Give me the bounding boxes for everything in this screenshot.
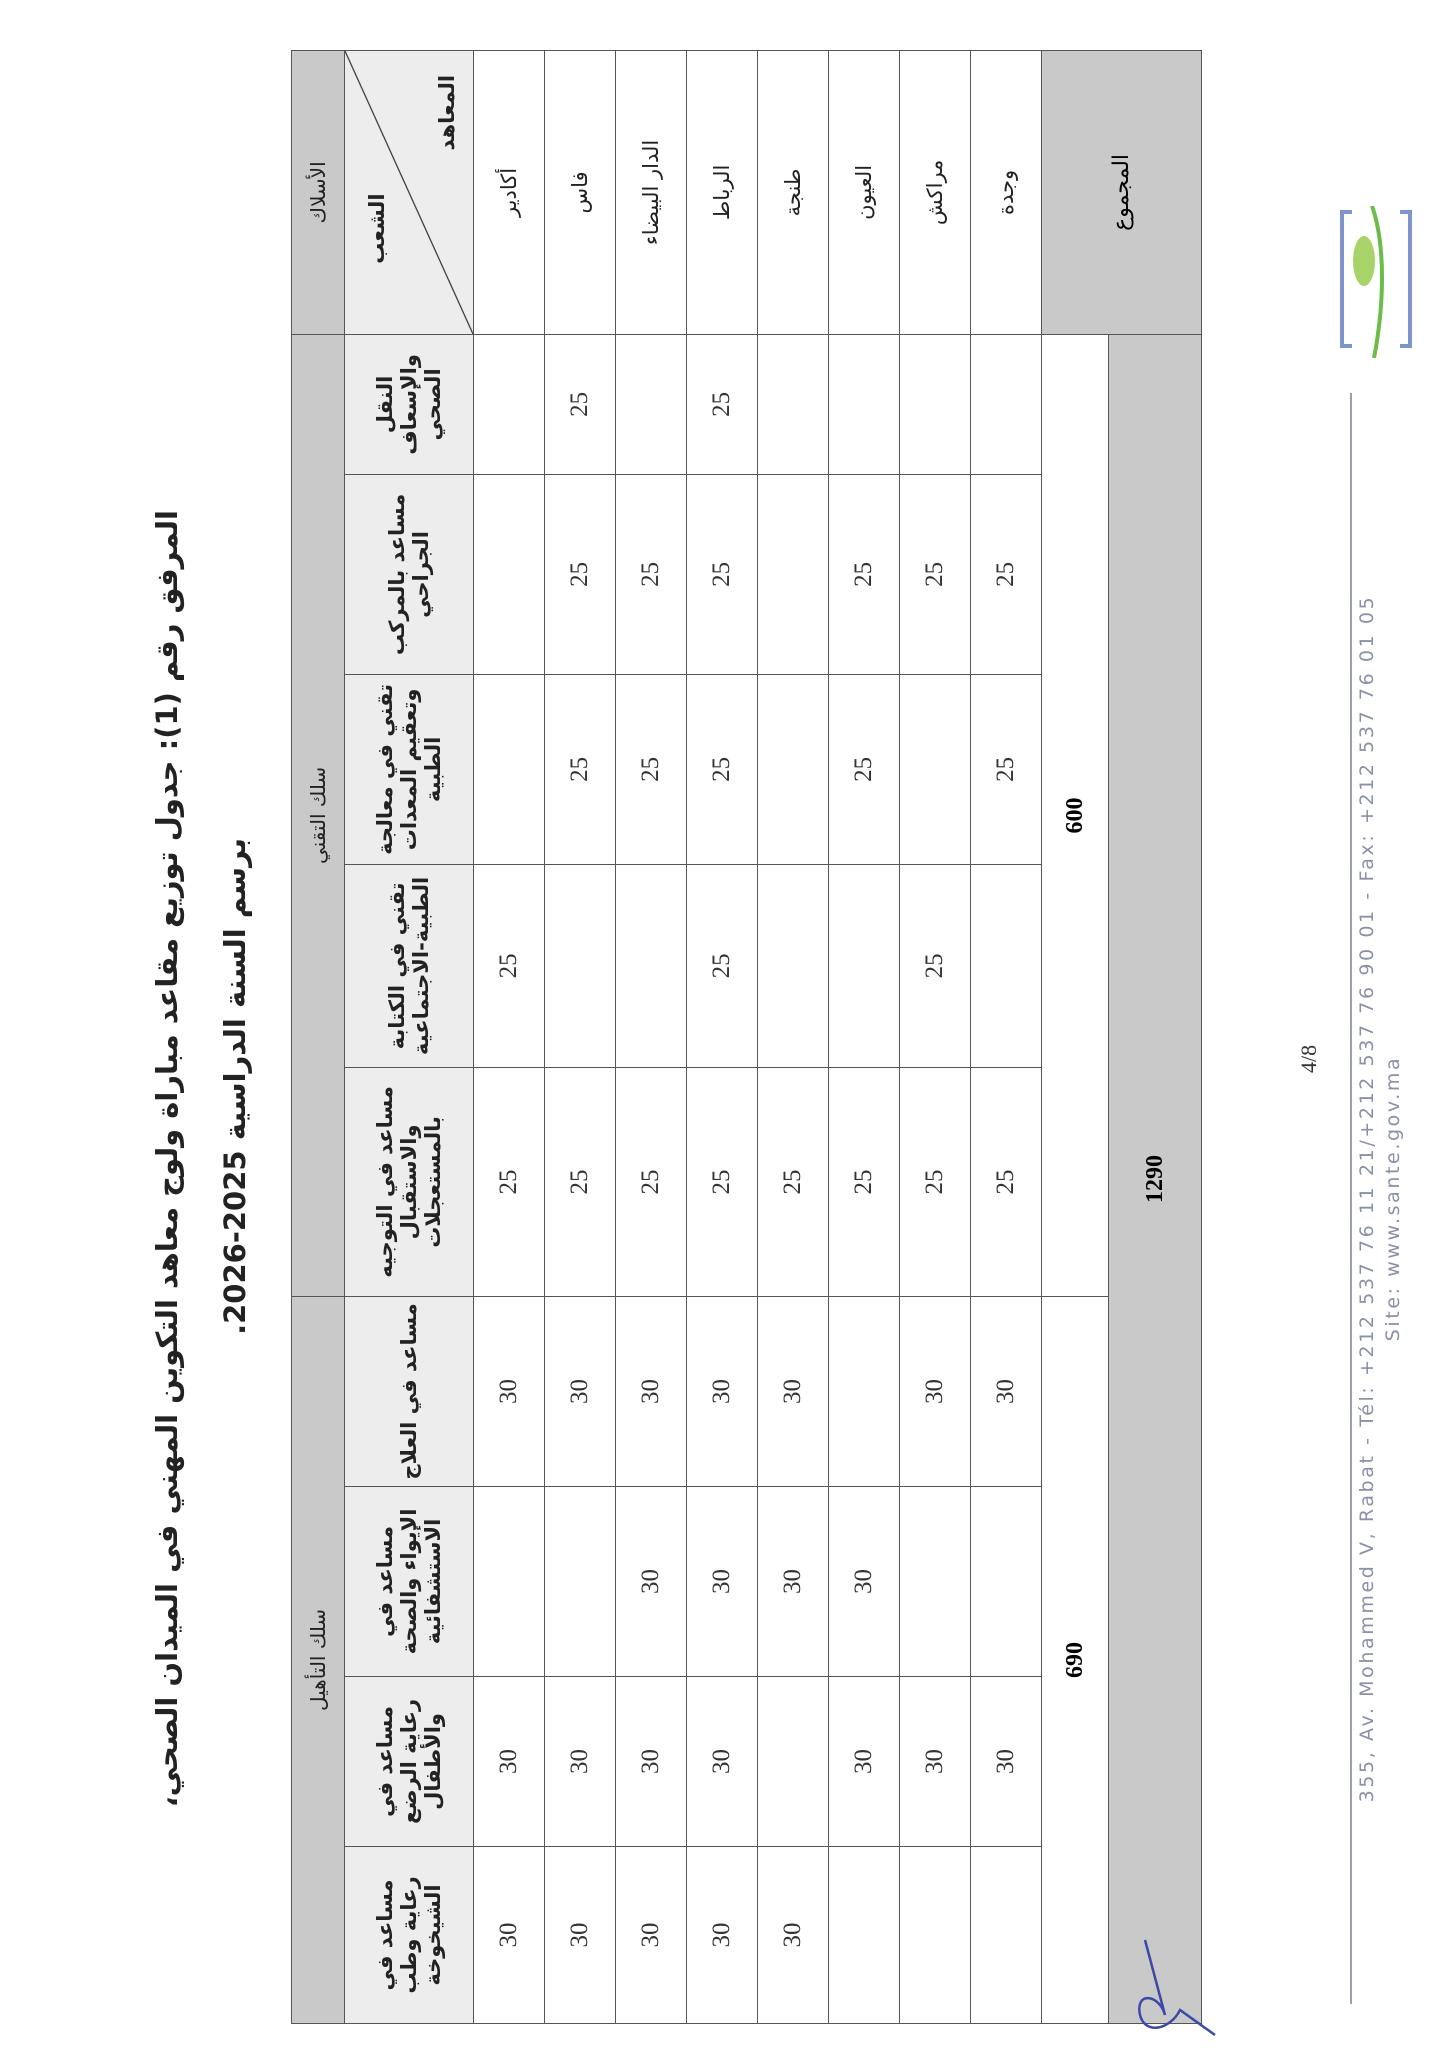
signature-icon	[1125, 1935, 1225, 2045]
institute-name: الرباط	[687, 50, 758, 334]
institute-name: طنجة	[758, 50, 829, 334]
seat-count-cell	[971, 1846, 1042, 2023]
seat-count-cell: 30	[758, 1486, 829, 1676]
seat-count-cell: 25	[687, 674, 758, 864]
seat-count-cell: 30	[829, 1676, 900, 1846]
seat-count-cell: 30	[545, 1296, 616, 1486]
seat-count-cell	[900, 334, 971, 474]
institute-name: مراكش	[900, 50, 971, 334]
seat-count-cell	[474, 334, 545, 474]
seat-count-cell: 25	[616, 474, 687, 674]
seat-count-cell	[758, 1676, 829, 1846]
table-row	[474, 50, 545, 2023]
seat-count-cell	[758, 474, 829, 674]
group-technician: سلك التقني	[292, 334, 345, 1296]
column-header-row	[345, 50, 474, 2023]
table-row	[758, 50, 829, 2023]
grand-total: 1290	[1109, 334, 1202, 2023]
seat-count-cell: 25	[616, 1067, 687, 1296]
institute-name: العيون	[829, 50, 900, 334]
seat-count-cell: 30	[829, 1486, 900, 1676]
diagonal-corner-cell	[345, 50, 474, 334]
footer-site: Site: www.sante.gov.ma	[1382, 1055, 1404, 1342]
seat-count-cell: 25	[687, 474, 758, 674]
seat-count-cell: 30	[687, 1846, 758, 2023]
column-header: مساعد في التوجيه والاستقبال بالمستعجلات	[345, 1067, 474, 1296]
document-title: المرفق رقم (1): جدول توزيع مقاعد مباراة ولوج معاهد التكوين المهني في الميدان الصحي،	[150, 510, 184, 1808]
seat-count-cell: 25	[971, 1067, 1042, 1296]
seat-count-cell	[616, 334, 687, 474]
seat-count-cell: 30	[758, 1846, 829, 2023]
table-row	[545, 50, 616, 2023]
seat-count-cell: 30	[545, 1676, 616, 1846]
table-row	[829, 50, 900, 2023]
seat-count-cell: 30	[900, 1676, 971, 1846]
seat-distribution-table	[291, 50, 1202, 2024]
group-qualification: سلك التأهيل	[292, 1296, 345, 2023]
seat-count-cell: 25	[545, 474, 616, 674]
seat-count-cell: 25	[545, 674, 616, 864]
seat-count-cell: 25	[971, 674, 1042, 864]
seat-count-cell: 30	[616, 1486, 687, 1676]
seat-count-cell	[900, 1846, 971, 2023]
seat-count-cell: 25	[900, 474, 971, 674]
seat-count-cell: 25	[758, 1067, 829, 1296]
seat-count-cell: 30	[474, 1846, 545, 2023]
seat-count-cell	[900, 674, 971, 864]
technician-total: 600	[1042, 334, 1109, 1296]
group-totals-row	[1042, 50, 1109, 2023]
seat-count-cell: 30	[687, 1296, 758, 1486]
column-header: تقني في الكتابة الطبية-الاجتماعية	[345, 864, 474, 1067]
seat-count-cell: 30	[474, 1296, 545, 1486]
institute-name: الدار البيضاء	[616, 50, 687, 334]
institute-name: فاس	[545, 50, 616, 334]
seat-count-cell: 30	[687, 1486, 758, 1676]
seat-count-cell	[758, 674, 829, 864]
table-row	[687, 50, 758, 2023]
group-header-row	[292, 50, 345, 2023]
institute-name: أكادير	[474, 50, 545, 334]
seat-count-cell: 25	[829, 474, 900, 674]
page-number: 4/8	[1296, 1044, 1321, 1073]
column-header: مساعد في رعاية الرضع والأطفال	[345, 1676, 474, 1846]
seat-count-cell	[758, 864, 829, 1067]
corner-institutes-label: المعاهد	[434, 74, 459, 151]
seat-count-cell: 25	[687, 334, 758, 474]
corner-group-label: الأسلاك	[292, 50, 345, 334]
seat-count-cell	[474, 1486, 545, 1676]
grand-total-row	[1109, 50, 1202, 2023]
seat-count-cell: 25	[687, 1067, 758, 1296]
seat-count-cell: 30	[474, 1676, 545, 1846]
column-header: مساعد في الإيواء والصحة الاستشفائية	[345, 1486, 474, 1676]
seat-count-cell: 25	[900, 864, 971, 1067]
seat-count-cell	[971, 1486, 1042, 1676]
seat-count-cell: 30	[616, 1676, 687, 1846]
seat-count-cell: 30	[758, 1296, 829, 1486]
seat-count-cell	[474, 474, 545, 674]
seat-count-cell	[900, 1486, 971, 1676]
seat-count-cell: 25	[474, 1067, 545, 1296]
ministry-logo-icon	[1338, 206, 1414, 358]
seat-count-cell	[758, 334, 829, 474]
table-row	[900, 50, 971, 2023]
seat-count-cell: 30	[616, 1846, 687, 2023]
column-header: تقني في معالجة وتعقيم المعدات الطبية	[345, 674, 474, 864]
qualification-total: 690	[1042, 1296, 1109, 2023]
seat-count-cell: 30	[900, 1296, 971, 1486]
seat-count-cell: 25	[474, 864, 545, 1067]
table-row	[971, 50, 1042, 2023]
seat-count-cell	[829, 334, 900, 474]
seat-count-cell: 25	[900, 1067, 971, 1296]
seat-count-cell	[829, 864, 900, 1067]
seat-count-cell: 30	[971, 1676, 1042, 1846]
seat-count-cell: 30	[971, 1296, 1042, 1486]
seat-count-cell	[971, 334, 1042, 474]
seat-count-cell: 25	[616, 674, 687, 864]
seat-count-cell: 25	[829, 1067, 900, 1296]
seat-count-cell: 30	[616, 1296, 687, 1486]
seat-count-cell: 25	[687, 864, 758, 1067]
table-row	[616, 50, 687, 2023]
seat-count-cell: 25	[545, 334, 616, 474]
total-label: المجموع	[1042, 50, 1202, 334]
seat-count-cell: 25	[829, 674, 900, 864]
institute-name: وجدة	[971, 50, 1042, 334]
seat-count-cell: 30	[687, 1676, 758, 1846]
footer-divider	[1350, 393, 1352, 2004]
column-header: النقل والإسعاف الصحي	[345, 334, 474, 474]
seat-count-cell	[829, 1846, 900, 2023]
seat-count-cell	[971, 864, 1042, 1067]
column-header: مساعد بالمركب الجراحي	[345, 474, 474, 674]
document-subtitle: برسم السنة الدراسية 2025-2026.	[218, 838, 252, 1335]
corner-branches-label: الشعب	[365, 193, 389, 264]
seat-count-cell	[545, 864, 616, 1067]
column-header: مساعد في رعاية وطب الشيخوخة	[345, 1846, 474, 2023]
seat-count-cell	[474, 674, 545, 864]
seat-count-cell: 25	[545, 1067, 616, 1296]
seat-count-cell: 30	[545, 1846, 616, 2023]
footer-address: 355, Av. Mohammed V, Rabat - Tél: +212 537 76 11 21/+212 537 76 90 01 - Fax: +212 537 76 01 05	[1356, 594, 1378, 1803]
seat-count-cell: 25	[971, 474, 1042, 674]
seat-count-cell	[616, 864, 687, 1067]
seat-count-cell	[545, 1486, 616, 1676]
column-header: مساعد في العلاج	[345, 1296, 474, 1486]
seat-count-cell	[829, 1296, 900, 1486]
